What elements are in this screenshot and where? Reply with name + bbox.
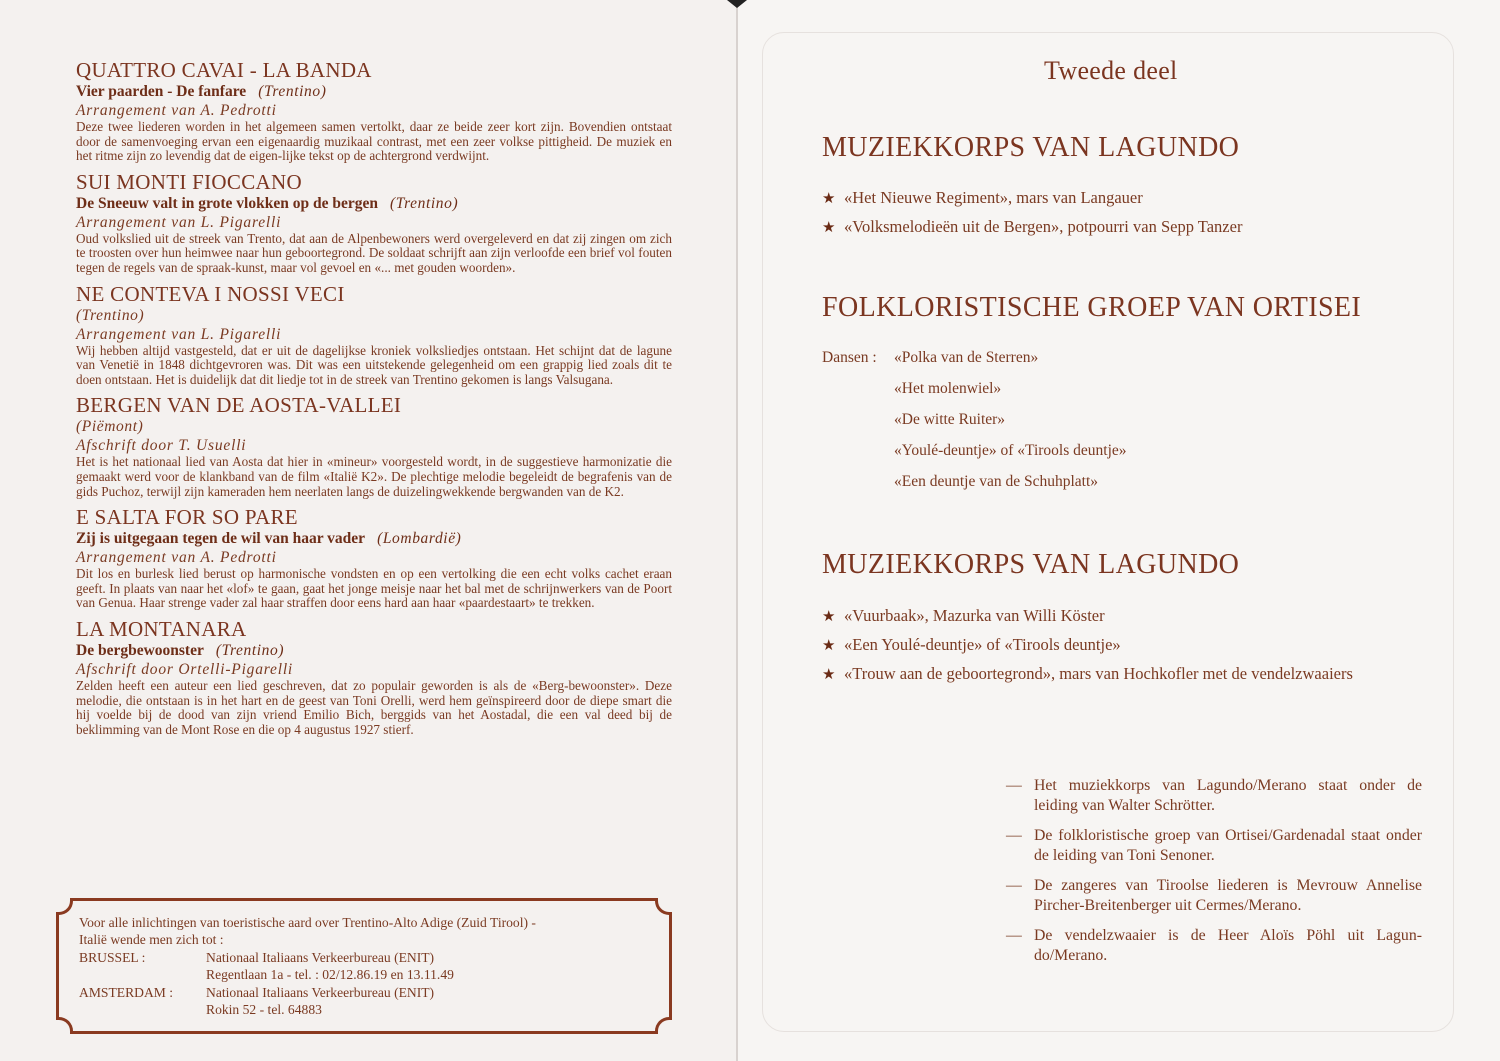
dance-text: «De witte Ruiter» [894, 411, 1006, 428]
dance-item [822, 408, 1127, 439]
star-icon: ★ [822, 220, 836, 236]
song-description: Het is het nationaal lied van Aosta dat hier in «mineur» voorgesteld wordt, in de suggestieve harmonizatie die gemaakt werd voor de klankband van de film «Italië K2». De plechtige melodie begeleidt de begrafenis van de gids Puchoz, terwijl zijn kameraden hem neerlaten langs de duizelingwekkende bergwanden van de K2. [76, 454, 672, 499]
song-subtitle-text: Zij is uitgegaan tegen de wil van haar vader [76, 530, 366, 548]
page-fold [736, 0, 738, 1061]
dance-text: «Het molenwiel» [894, 380, 1002, 397]
office-address [206, 950, 454, 983]
song-subtitle [76, 529, 672, 548]
section-heading: MUZIEKKORPS VAN LAGUNDO [822, 132, 1240, 163]
dances-label: Dansen : [822, 349, 877, 366]
program-item-text: «Vuurbaak», Mazurka van Willi Köster [844, 606, 1105, 625]
song-subtitle-text: Vier paarden - De fanfare [76, 83, 247, 100]
office-line: Nationaal Italiaans Verkeerbureau (ENIT) [206, 950, 435, 965]
song-entry [76, 505, 672, 611]
song-title: LA MONTANARA [76, 616, 247, 641]
song-arrangement: Arrangement van L. Pigarelli [76, 325, 282, 343]
star-icon: ★ [822, 191, 836, 207]
song-arrangement: Arrangement van A. Pedrotti [76, 549, 277, 567]
fold-notch [727, 0, 747, 8]
section-heading: FOLKLORISTISCHE GROEP VAN ORTISEI [822, 292, 1362, 323]
song-subtitle [76, 82, 672, 101]
song-region: (Trentino) [389, 194, 459, 212]
program-item-text: «Het Nieuwe Regiment», mars van Langauer [844, 188, 1143, 207]
song-title: E SALTA FOR SO PARE [76, 505, 298, 530]
song-region: (Trentino) [76, 306, 145, 324]
dance-item [822, 470, 1127, 501]
dance-text: «Polka van de Sterren» [894, 349, 1039, 366]
credit-note [1006, 826, 1422, 865]
credit-text: De zangeres van Tiroolse liederen is Mevrouw Annelise Pircher-Breitenberger uit Cermes/Merano. [1034, 877, 1422, 914]
dance-text: «Youlé-deuntje» of «Tirools deuntje» [894, 442, 1127, 459]
star-icon: ★ [822, 609, 836, 625]
office-city: AMSTERDAM : [79, 985, 174, 1000]
song-entry [76, 282, 672, 388]
song-arrangement: Arrangement van A. Pedrotti [76, 102, 277, 119]
song-description: Dit los en burlesk lied berust op harmonische vondsten en op een vertolking die een echt volks cachet eraan geeft. In plaats van naar het «lof» te gaan, gaat het jonge meisje naar het bal met de schrijnwerkers van de Poort van Genua. Haar strenge vader zal haar straffen door eens hard aan haar «paardestaart» te trekken. [76, 566, 672, 611]
dance-item [822, 439, 1127, 470]
song-subtitle-text: De bergbewoonster [76, 641, 204, 659]
section-heading: MUZIEKKORPS VAN LAGUNDO [822, 549, 1240, 580]
tourist-info-box [56, 898, 672, 1034]
office-address [206, 985, 434, 1018]
program-item-text: «Trouw aan de geboortegrond», mars van Hochkofler met de vendelzwaaiers [844, 664, 1353, 683]
office-amsterdam [79, 985, 659, 1018]
credits-notes [1006, 776, 1422, 976]
program-item [822, 602, 1353, 631]
song-entry [76, 617, 672, 737]
office-line: Rokin 52 - tel. 64883 [206, 1001, 322, 1017]
info-intro [79, 915, 659, 948]
credit-note [1006, 876, 1422, 915]
program-item [822, 184, 1242, 213]
dance-text: «Een deuntje van de Schuhplatt» [894, 473, 1099, 490]
song-description: Zelden heeft een auteur een lied geschreven, dat zo populair geworden is als de «Berg-bewoonster». Deze melodie, die ontstaan is in het hart en de geest van Toni Orelli, werd hem geïnspireerd door de diepe smart die hij voelde bij de dood van zijn vriend Emilio Bich, berggids van het Aostadal, die een val deed bij de beklimming van de Mont Rose en die op 4 augustus 1927 stierf. [76, 677, 672, 737]
credit-text: Het muziekkorps van Lagundo/Merano staat onder de leiding van Walter Schrötter. [1034, 777, 1422, 814]
star-icon: ★ [822, 638, 836, 654]
dance-item [822, 377, 1127, 408]
song-subtitle-text: De Sneeuw valt in grote vlokken op de bergen [76, 194, 378, 212]
song-arrangement: Afschrift door Ortelli-Pigarelli [76, 660, 294, 678]
frame-corner [655, 1017, 672, 1034]
song-region: (Lombardië) [377, 530, 462, 548]
dash-icon: — [1006, 927, 1022, 944]
credit-note [1006, 926, 1422, 965]
dash-icon: — [1006, 827, 1022, 844]
section-items [822, 184, 1242, 242]
section-items [822, 602, 1353, 689]
office-line: Regentlaan 1a - tel. : 02/12.86.19 en 13.11.49 [206, 966, 454, 982]
credit-text: De vendelzwaaier is de Heer Aloïs Pöhl uit Lagun-do/Merano. [1034, 927, 1422, 964]
frame-corner [56, 898, 73, 915]
program-item [822, 213, 1242, 242]
info-intro-line: Italië wende men zich tot : [79, 931, 224, 947]
part-title: Tweede deel [1044, 56, 1178, 85]
program-item-text: «Een Youlé-deuntje» of «Tirools deuntje» [844, 635, 1121, 654]
song-description: Deze twee liederen worden in het algemeen samen vertolkt, daar ze beide zeer kort zijn. Bovendien ontstaat door de samenvoeging ervan een eigenaardig muzikaal contrast, met een zeer volkse pittigheid. De muziek en het ritme zijn zo levendig dat de eigen-lijke tekst op de achtergrond verdwijnt. [76, 119, 672, 164]
program-item [822, 660, 1353, 689]
song-region: (Piëmont) [76, 418, 144, 436]
song-entry [76, 170, 672, 276]
dance-list [822, 346, 1127, 501]
credit-text: De folkloristische groep van Ortisei/Gardenadal staat onder de leiding van Toni Senoner. [1034, 827, 1422, 864]
office-line: Nationaal Italiaans Verkeerbureau (ENIT) [206, 985, 435, 1000]
program-item-text: «Volksmelodieën uit de Bergen», potpourri van Sepp Tanzer [844, 217, 1243, 236]
song-title: BERGEN VAN DE AOSTA-VALLEI [76, 393, 402, 418]
song-region: (Trentino) [215, 641, 285, 659]
song-list [76, 58, 672, 743]
song-subtitle [76, 641, 672, 660]
info-content [79, 915, 659, 1018]
song-title: QUATTRO CAVAI - LA BANDA [76, 58, 372, 82]
song-title: NE CONTEVA I NOSSI VECI [76, 281, 345, 306]
credit-note [1006, 776, 1422, 815]
song-description: Wij hebben altijd vastgesteld, dat er uit de dagelijkse kroniek volksliedjes ontstaan. Het schijnt dat de lagune van Venetië in 1848 dichtgevroren was. Dit was een uitstekende gelegenheid om een grappig lied zoals dit te doen ontstaan. Het is duidelijk dat dit liedje tot in de streek van Trentino gekomen is langs Valsugana. [76, 342, 672, 387]
program-item [822, 631, 1353, 660]
frame-corner [655, 898, 672, 915]
song-arrangement: Arrangement van L. Pigarelli [76, 213, 282, 231]
office-brussel [79, 950, 659, 983]
song-subtitle [76, 194, 672, 213]
dash-icon: — [1006, 777, 1022, 794]
frame-corner [56, 1017, 73, 1034]
song-description: Oud volkslied uit de streek van Trento, dat aan de Alpenbewoners werd overgeleverd en dat zij zingen om zich te troosten over hun heimwee naar hun geboortegrond. De soldaat schrijft aan zijn verloofde een brief vol fouten tegen de regels van de spraak-kunst, maar vol gevoel en «... met gouden woorden». [76, 230, 672, 275]
song-entry [76, 393, 672, 499]
song-arrangement: Afschrift door T. Usuelli [76, 437, 247, 455]
office-city: BRUSSEL : [79, 950, 146, 965]
song-title: SUI MONTI FIOCCANO [76, 169, 302, 194]
info-intro-line: Voor alle inlichtingen van toeristische aard over Trentino-Alto Adige (Zuid Tirool) - [79, 915, 536, 930]
song-region: (Trentino) [258, 83, 327, 100]
song-entry [76, 58, 672, 164]
star-icon: ★ [822, 667, 836, 683]
dash-icon: — [1006, 877, 1022, 894]
dance-item [822, 346, 1127, 377]
